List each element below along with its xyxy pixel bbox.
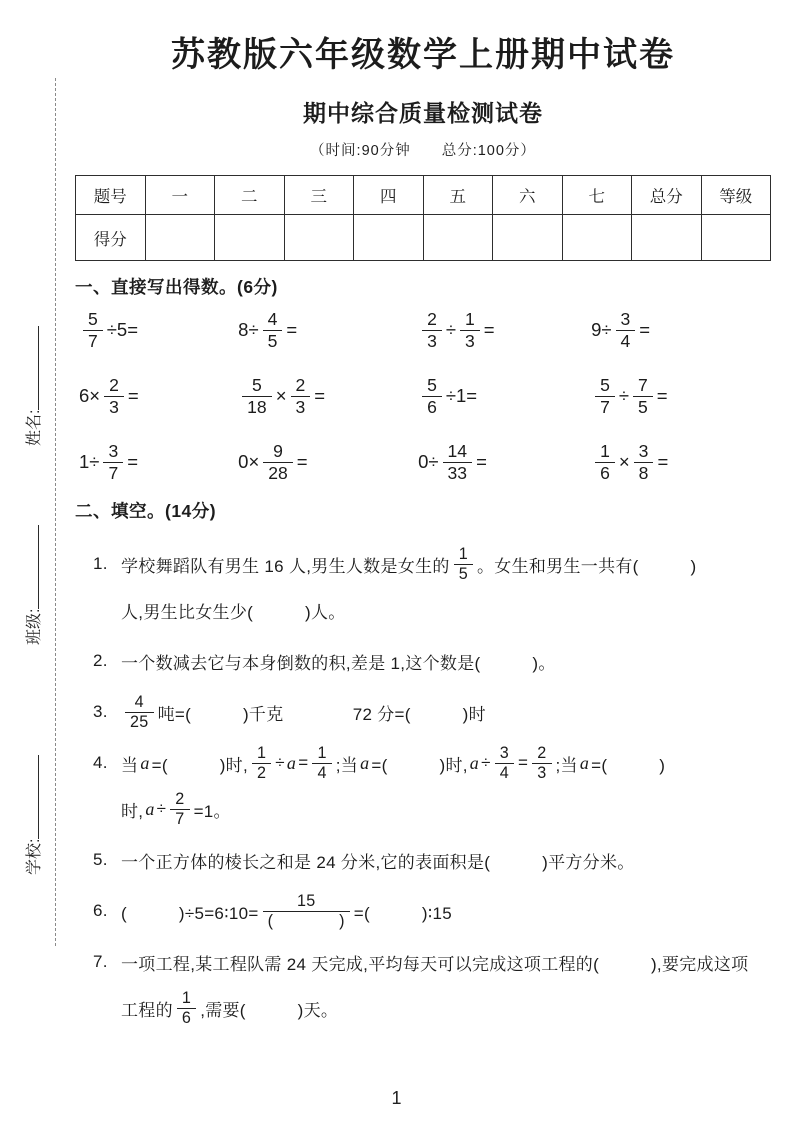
fraction-denominator: 3 bbox=[109, 396, 119, 417]
fraction bbox=[252, 744, 271, 783]
fraction-numerator: 1 bbox=[460, 309, 480, 331]
text-run: ,需要( )天。 bbox=[200, 1000, 339, 1020]
text-run: 0× bbox=[238, 451, 260, 473]
fraction-numerator: 4 bbox=[263, 309, 283, 331]
fraction-numerator: 2 bbox=[104, 375, 124, 397]
math-problem bbox=[418, 373, 591, 419]
oral-math-grid bbox=[75, 299, 771, 485]
text-run: = bbox=[298, 753, 309, 773]
class-field bbox=[22, 475, 44, 645]
text-run: ÷ bbox=[618, 385, 629, 407]
fraction bbox=[633, 375, 653, 417]
text-run: = bbox=[639, 319, 651, 341]
page-number: 1 bbox=[391, 1088, 402, 1108]
main-title: 苏教版六年级数学上册期中试卷 bbox=[171, 36, 675, 74]
fraction-denominator: 5 bbox=[638, 396, 648, 417]
score-table-header-cell: 题号 bbox=[76, 176, 146, 215]
fraction-denominator: 7 bbox=[175, 809, 185, 828]
fill-in-questions bbox=[75, 541, 771, 1031]
math-problem bbox=[418, 307, 591, 353]
math-variable: a bbox=[469, 752, 480, 773]
question-number: 6. bbox=[93, 901, 108, 921]
question-line bbox=[121, 786, 771, 832]
score-cell bbox=[423, 215, 493, 261]
exam-info: （时间:90分钟 总分:100分） bbox=[310, 143, 536, 160]
score-cell bbox=[632, 215, 702, 261]
text-run: 当 bbox=[121, 755, 139, 775]
math-variable: a bbox=[140, 752, 150, 773]
name-label: 姓名: bbox=[26, 409, 43, 446]
score-table-header-cell: 六 bbox=[493, 176, 563, 215]
fraction bbox=[495, 744, 514, 783]
fraction-denominator: 5 bbox=[267, 330, 278, 351]
fraction-numerator: 2 bbox=[532, 744, 551, 764]
question-item bbox=[93, 939, 771, 1031]
fraction bbox=[103, 441, 123, 483]
fraction-numerator: 5 bbox=[595, 375, 615, 397]
math-problem bbox=[238, 439, 418, 485]
fraction-denominator: 3 bbox=[465, 330, 475, 351]
text-run: ÷ bbox=[445, 319, 456, 341]
score-table-header-cell: 四 bbox=[354, 176, 424, 215]
fraction-numerator: 3 bbox=[495, 744, 514, 764]
text-run: ÷1= bbox=[445, 385, 478, 407]
fraction bbox=[263, 892, 350, 931]
text-run: =( )时, bbox=[371, 755, 468, 775]
fraction-denominator: ( ) bbox=[267, 911, 345, 930]
math-variable: a bbox=[360, 752, 370, 773]
section-2-heading: 二、填空。(14分) bbox=[75, 501, 217, 522]
score-cell bbox=[354, 215, 424, 261]
score-cell bbox=[562, 215, 632, 261]
text-run: 6× bbox=[79, 385, 101, 407]
fraction bbox=[454, 545, 473, 584]
class-blank-line bbox=[22, 525, 39, 609]
text-run: 1÷ bbox=[79, 451, 100, 473]
text-run: =( )时, bbox=[151, 755, 248, 775]
school-blank-line bbox=[22, 755, 39, 839]
text-run: 吨=( )千克 72 分=( )时 bbox=[157, 704, 486, 724]
fraction-denominator: 6 bbox=[181, 1008, 192, 1027]
fraction-numerator: 5 bbox=[422, 375, 442, 397]
fraction-denominator: 25 bbox=[130, 712, 149, 731]
fraction-numerator: 1 bbox=[177, 989, 196, 1009]
fraction bbox=[170, 790, 189, 829]
score-cell bbox=[145, 215, 215, 261]
school-label: 学校: bbox=[26, 838, 43, 875]
text-run: 一个正方体的棱长之和是 24 分米,它的表面积是( )平方分米。 bbox=[121, 852, 635, 872]
fraction bbox=[595, 441, 615, 483]
text-run: ÷ bbox=[481, 753, 491, 773]
math-problem bbox=[591, 307, 771, 353]
question-line bbox=[93, 939, 771, 985]
fraction-denominator: 3 bbox=[295, 396, 306, 417]
question-line bbox=[93, 888, 771, 934]
math-variable: a bbox=[145, 798, 155, 819]
text-run: = bbox=[127, 385, 139, 407]
text-run: × bbox=[618, 451, 630, 473]
text-run: = bbox=[314, 385, 326, 407]
fraction-numerator: 4 bbox=[125, 693, 154, 713]
question-line bbox=[121, 985, 771, 1031]
fraction bbox=[263, 309, 283, 351]
text-run: ;当 bbox=[335, 755, 359, 775]
class-label: 班级: bbox=[26, 608, 43, 645]
school-field bbox=[22, 705, 44, 875]
text-run: ÷ bbox=[156, 799, 167, 819]
question-number: 3. bbox=[93, 702, 108, 722]
text-run: =( ) bbox=[591, 755, 666, 775]
question-number: 7. bbox=[93, 952, 108, 972]
fraction bbox=[242, 375, 272, 417]
text-run: × bbox=[275, 385, 287, 407]
text-run: = bbox=[656, 385, 668, 407]
fraction-denominator: 4 bbox=[499, 763, 509, 782]
question-number: 2. bbox=[93, 651, 108, 671]
math-problem bbox=[79, 439, 238, 485]
score-table-header-row bbox=[76, 176, 771, 215]
question-item bbox=[93, 740, 771, 832]
fraction-numerator: 9 bbox=[263, 441, 293, 463]
fraction-denominator: 3 bbox=[537, 763, 547, 782]
fraction-numerator: 3 bbox=[103, 441, 123, 463]
fraction-numerator: 3 bbox=[634, 441, 654, 463]
fraction bbox=[125, 693, 154, 732]
text-run: = bbox=[476, 451, 487, 473]
fraction-denominator: 7 bbox=[108, 462, 119, 483]
score-table-header-cell: 等级 bbox=[701, 176, 771, 215]
text-run: = bbox=[483, 319, 495, 341]
text-run: 一个数减去它与本身倒数的积,差是 1,这个数是( )。 bbox=[121, 653, 556, 673]
math-problem bbox=[238, 307, 418, 353]
text-run: = bbox=[127, 451, 139, 473]
fraction-denominator: 4 bbox=[620, 330, 631, 351]
fraction-numerator: 2 bbox=[291, 375, 311, 397]
text-run: 9÷ bbox=[591, 319, 612, 341]
math-problem bbox=[418, 439, 591, 485]
text-run: 一项工程,某工程队需 24 天完成,平均每天可以完成这项工程的( ),要完成这项 bbox=[121, 954, 749, 974]
question-line bbox=[93, 541, 771, 587]
score-table-header-cell: 五 bbox=[423, 176, 493, 215]
fraction-denominator: 7 bbox=[600, 396, 610, 417]
fraction-numerator: 14 bbox=[443, 441, 473, 463]
text-run: = bbox=[296, 451, 308, 473]
question-line bbox=[93, 689, 771, 735]
fraction bbox=[83, 309, 103, 351]
score-cell bbox=[701, 215, 771, 261]
section-1-heading: 一、直接写出得数。(6分) bbox=[75, 277, 278, 298]
fraction bbox=[595, 375, 615, 417]
fraction-denominator: 28 bbox=[268, 462, 288, 483]
text-run: 学校舞蹈队有男生 16 人,男生人数是女生的 bbox=[121, 556, 450, 576]
fraction bbox=[634, 441, 654, 483]
margin-dashed-line bbox=[55, 78, 56, 946]
score-table-score-row bbox=[76, 215, 771, 261]
fraction-numerator: 5 bbox=[242, 375, 272, 397]
fraction-denominator: 6 bbox=[600, 462, 610, 483]
score-row-label: 得分 bbox=[76, 215, 146, 261]
score-table-header-cell: 三 bbox=[284, 176, 354, 215]
math-problem bbox=[238, 373, 418, 419]
paper-title: 期中综合质量检测试卷 bbox=[303, 100, 543, 127]
math-problem bbox=[591, 373, 771, 419]
text-run: 。女生和男生一共有( ) bbox=[476, 556, 697, 576]
fraction bbox=[422, 309, 442, 351]
math-variable: a bbox=[286, 752, 297, 773]
fraction-denominator: 4 bbox=[317, 763, 327, 782]
question-item bbox=[93, 541, 771, 633]
text-run: =( )∶15 bbox=[353, 903, 453, 923]
text-run: ;当 bbox=[555, 755, 578, 775]
math-problem bbox=[79, 373, 238, 419]
question-number: 1. bbox=[93, 554, 108, 574]
fraction bbox=[460, 309, 480, 351]
fraction bbox=[263, 441, 293, 483]
fraction-denominator: 6 bbox=[427, 396, 437, 417]
fraction-numerator: 2 bbox=[170, 790, 189, 810]
text-run: = bbox=[286, 319, 298, 341]
math-problem bbox=[591, 439, 771, 485]
text-run: =1。 bbox=[193, 801, 231, 821]
math-problem bbox=[79, 307, 238, 353]
question-number: 5. bbox=[93, 850, 108, 870]
fraction-numerator: 1 bbox=[595, 441, 615, 463]
fraction-numerator: 5 bbox=[83, 309, 103, 331]
text-run: 0÷ bbox=[418, 451, 439, 473]
fraction-denominator: 7 bbox=[88, 330, 98, 351]
fraction-numerator: 1 bbox=[312, 744, 331, 764]
score-cell bbox=[493, 215, 563, 261]
score-cell bbox=[215, 215, 285, 261]
fraction-numerator: 1 bbox=[454, 545, 473, 565]
text-run: 人,男生比女生少( )人。 bbox=[121, 602, 346, 622]
text-run: = bbox=[518, 753, 529, 773]
fraction-denominator: 18 bbox=[247, 396, 267, 417]
question-item bbox=[93, 837, 771, 883]
text-run: ÷5= bbox=[106, 319, 139, 341]
question-number: 4. bbox=[93, 753, 108, 773]
score-table-header-cell: 一 bbox=[145, 176, 215, 215]
question-line bbox=[93, 740, 771, 786]
question-item bbox=[93, 689, 771, 735]
question-line bbox=[93, 837, 771, 883]
fraction bbox=[312, 744, 331, 783]
text-run: 工程的 bbox=[121, 1000, 173, 1020]
fraction bbox=[104, 375, 124, 417]
fraction bbox=[422, 375, 442, 417]
question-item bbox=[93, 638, 771, 684]
fraction-numerator: 2 bbox=[422, 309, 442, 331]
fraction bbox=[616, 309, 636, 351]
fraction bbox=[532, 744, 551, 783]
name-blank-line bbox=[22, 326, 39, 410]
question-line bbox=[93, 638, 771, 684]
text-run: 8÷ bbox=[238, 319, 259, 341]
score-table bbox=[75, 175, 771, 261]
math-variable: a bbox=[579, 752, 590, 773]
fraction bbox=[177, 989, 196, 1028]
exam-content bbox=[75, 0, 771, 1036]
fraction bbox=[291, 375, 311, 417]
question-line bbox=[121, 587, 771, 633]
text-run: ÷ bbox=[275, 753, 285, 773]
fraction-denominator: 8 bbox=[638, 462, 649, 483]
text-run: 时, bbox=[121, 801, 144, 821]
score-table-header-cell: 二 bbox=[215, 176, 285, 215]
name-field bbox=[22, 276, 44, 446]
fraction-numerator: 15 bbox=[263, 892, 350, 912]
text-run: = bbox=[657, 451, 669, 473]
fraction-numerator: 3 bbox=[616, 309, 636, 331]
fraction-numerator: 7 bbox=[633, 375, 653, 397]
fraction-denominator: 33 bbox=[447, 462, 468, 483]
text-run: ( )÷5=6∶10= bbox=[121, 903, 259, 923]
question-item bbox=[93, 888, 771, 934]
fraction bbox=[443, 441, 473, 483]
fraction-denominator: 5 bbox=[458, 564, 468, 583]
fraction-denominator: 3 bbox=[427, 330, 437, 351]
fraction-numerator: 1 bbox=[252, 744, 271, 764]
fraction-denominator: 2 bbox=[257, 763, 267, 782]
score-table-header-cell: 总分 bbox=[632, 176, 702, 215]
score-cell bbox=[284, 215, 354, 261]
score-table-header-cell: 七 bbox=[562, 176, 632, 215]
